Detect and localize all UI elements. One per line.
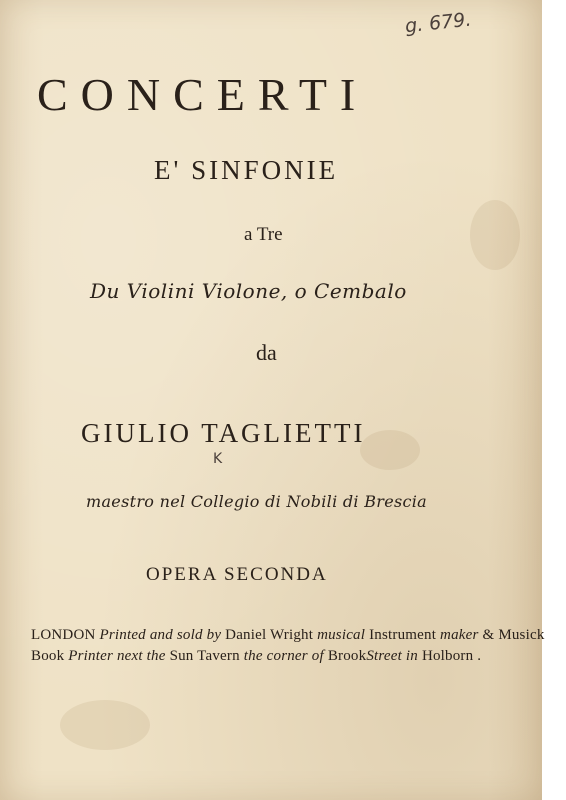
imprint-line-2 xyxy=(31,646,545,667)
imprint-printer-next: Printer next the xyxy=(68,648,166,664)
imprint-line-1 xyxy=(31,625,545,646)
composer-position: maestro nel Collegio di Nobili di Brescia xyxy=(86,492,428,511)
title-sub: E' SINFONIE xyxy=(154,155,339,185)
imprint-book: Book xyxy=(31,648,65,664)
paper-stain xyxy=(60,700,150,750)
by-line: da xyxy=(256,340,277,365)
scoring-instruments: Du Violini Violone, o Cembalo xyxy=(90,279,407,303)
imprint-printed: Printed and sold by xyxy=(99,627,222,643)
imprint-in: in xyxy=(405,648,418,664)
imprint-tavern: Sun Tavern xyxy=(169,648,240,664)
imprint-musick: & Musick xyxy=(482,627,545,643)
paper-stain xyxy=(360,430,420,470)
imprint-instrument: Instrument xyxy=(369,627,437,643)
imprint-brook: Brook xyxy=(327,648,367,664)
composer-name: GIULIO TAGLIETTI xyxy=(81,418,366,448)
scoring-a-tre: a Tre xyxy=(244,224,283,245)
opus-number: OPERA SECONDA xyxy=(146,564,328,585)
imprint-printer: Daniel Wright xyxy=(225,627,314,643)
imprint-maker: maker xyxy=(440,627,479,643)
imprint xyxy=(31,625,545,667)
title-main: CONCERTI xyxy=(37,69,369,120)
imprint-street: Street xyxy=(366,648,402,664)
composer-mark: K xyxy=(213,451,223,467)
imprint-corner: the corner of xyxy=(243,648,324,664)
imprint-city: LONDON xyxy=(31,627,96,643)
imprint-holborn: Holborn . xyxy=(421,648,482,664)
imprint-musical: musical xyxy=(317,627,366,643)
shelfmark: g. 679. xyxy=(403,8,473,38)
paper-stain xyxy=(470,200,520,270)
